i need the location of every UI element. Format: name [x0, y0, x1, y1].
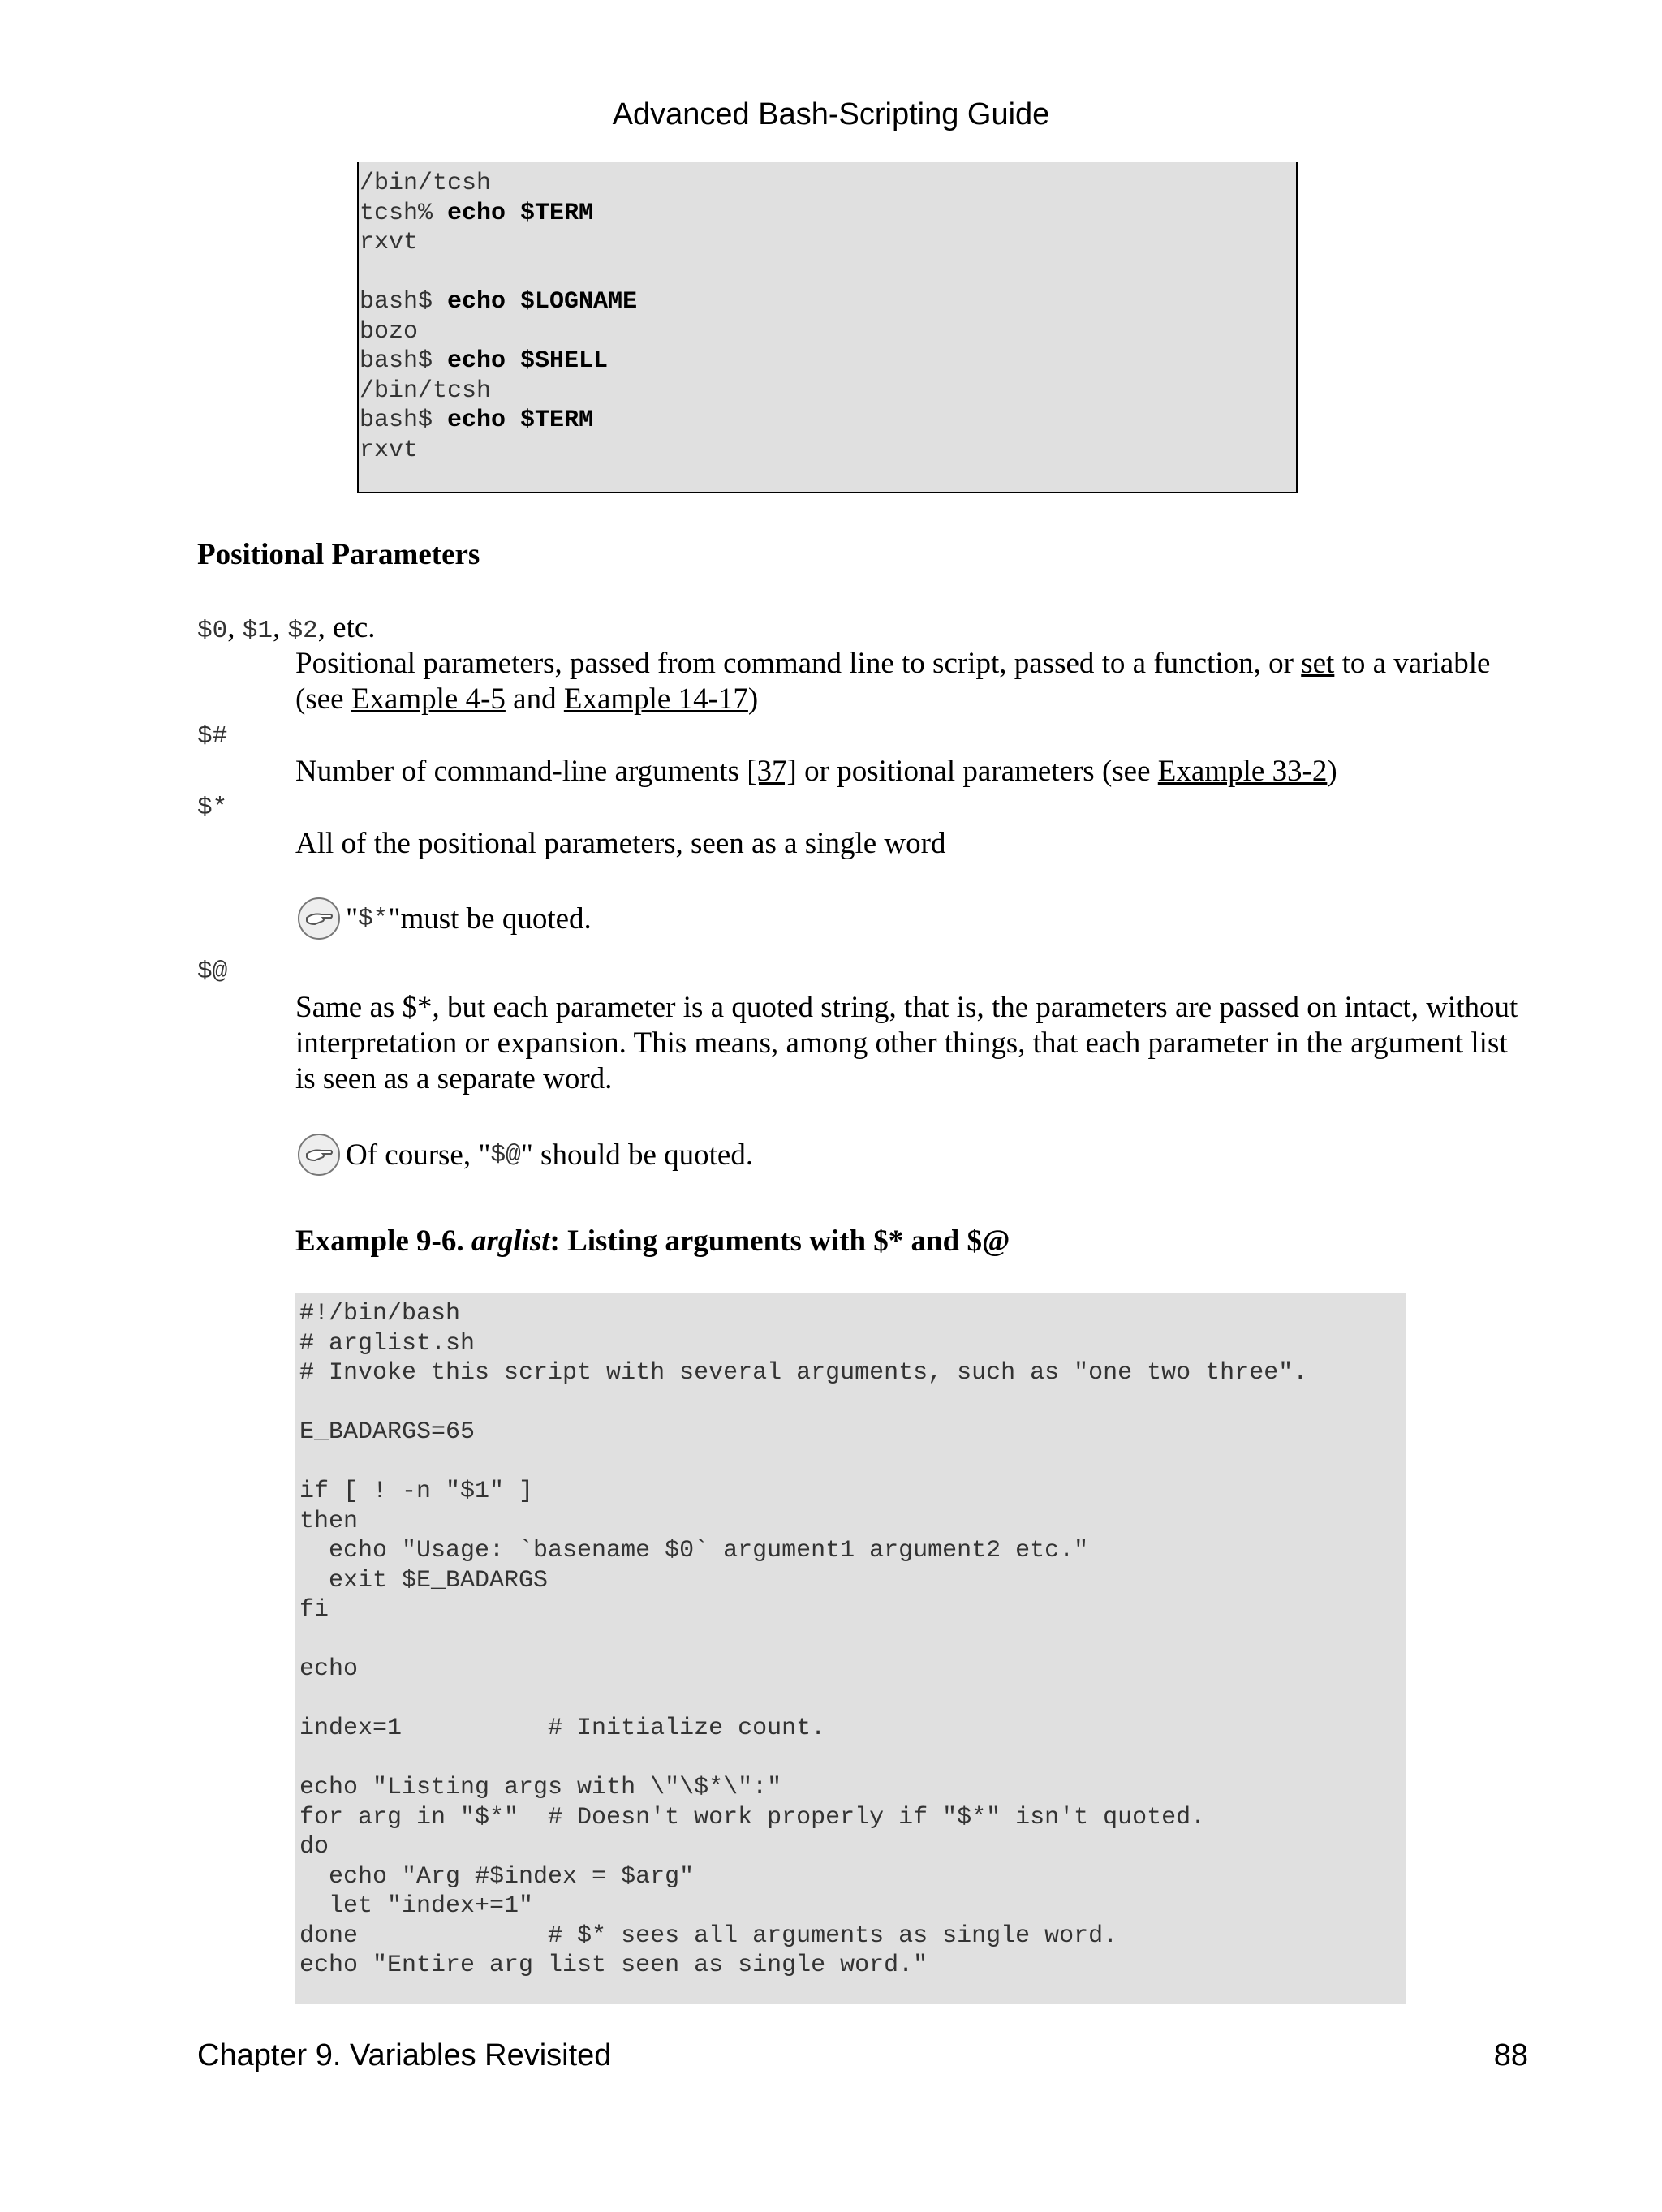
terminal-prompt: bash$: [360, 347, 448, 375]
def-text: Positional parameters, passed from command line to script, passed to a function, or: [295, 647, 1302, 680]
code-line: if [ ! -n "$1" ]: [299, 1478, 534, 1505]
example-label: Example 9-6.: [295, 1224, 471, 1258]
code-line: exit $E_BADARGS: [299, 1566, 549, 1594]
terminal-lines: [360, 169, 637, 465]
def-text: to a variable: [1334, 647, 1491, 680]
terminal-prompt: bozo: [360, 317, 419, 346]
var-0: $0: [197, 617, 228, 645]
term-hash: $#: [197, 722, 228, 751]
footer-chapter: Chapter 9. Variables Revisited: [197, 2038, 612, 2072]
terminal-command: echo $TERM: [447, 407, 594, 434]
term-rest: , etc.: [317, 611, 376, 644]
code-line: echo "Arg #$index = $arg": [299, 1862, 695, 1891]
terminal-prompt: rxvt: [360, 229, 419, 256]
terminal-line: [360, 258, 637, 288]
pointing-hand-icon: [297, 1133, 341, 1177]
definition-at: [295, 990, 1529, 1097]
code-line: # arglist.sh: [299, 1329, 476, 1358]
code-line: E_BADARGS=65: [299, 1418, 476, 1446]
note-text: ": [388, 902, 401, 936]
definition-star: All of the positional parameters, seen as a single word: [295, 827, 946, 860]
def-text: ): [1327, 755, 1337, 788]
def-text: ): [747, 682, 759, 716]
term-positional-vars: [197, 610, 376, 645]
code-line: echo "Entire arg list seen as single word.": [299, 1952, 928, 1979]
definition-positional: [295, 646, 1529, 717]
code-line: fi: [299, 1596, 329, 1624]
term-at: $@: [197, 958, 228, 986]
terminal-example-box: [357, 162, 1298, 493]
terminal-prompt: bash$: [360, 288, 448, 316]
code-line: then: [299, 1507, 359, 1535]
code-line: [299, 1625, 1307, 1655]
note-code: $@: [490, 1140, 521, 1169]
def-line: Same as $*, but each parameter is a quoted string, that is, the parameters are passed on intact, without: [295, 991, 1518, 1024]
term-sep: ,: [227, 611, 243, 644]
var-1: $1: [242, 617, 273, 645]
code-line: #!/bin/bash: [299, 1300, 461, 1328]
terminal-line: [360, 436, 637, 466]
def-text: (see: [295, 682, 351, 716]
terminal-command: echo $SHELL: [447, 347, 609, 375]
terminal-line: [360, 406, 637, 436]
section-title: Positional Parameters: [197, 538, 480, 571]
def-text: and: [505, 682, 564, 716]
code-line: [299, 1744, 1307, 1774]
code-line: echo "Listing args with \"\$*\":": [299, 1774, 782, 1801]
def-line: is seen as a separate word.: [295, 1062, 613, 1095]
page-header-title: Advanced Bash-Scripting Guide: [612, 97, 1050, 131]
code-line: # Invoke this script with several arguments, such as "one two three".: [299, 1359, 1308, 1387]
footer-page-number: 88: [1493, 2038, 1528, 2072]
code-line: done # $* sees all arguments as single word.: [299, 1922, 1118, 1950]
code-line: echo "Usage: `basename $0` argument1 argument2 etc.": [299, 1537, 1089, 1564]
definition-hash: [295, 754, 1529, 790]
code-line: echo: [299, 1655, 359, 1683]
terminal-line: [360, 169, 637, 199]
code-line: [299, 1685, 1307, 1715]
note-text: " should be quoted.: [520, 1138, 754, 1172]
link-set[interactable]: set: [1301, 647, 1335, 680]
terminal-line: [360, 317, 637, 347]
link-example-33-2[interactable]: Example 33-2: [1157, 755, 1328, 788]
term-star: $*: [197, 794, 228, 822]
terminal-prompt: /bin/tcsh: [360, 170, 492, 197]
terminal-command: echo $TERM: [447, 199, 594, 227]
pointing-hand-icon: [297, 897, 341, 940]
note-code: $*: [358, 904, 389, 933]
terminal-line: [360, 346, 637, 377]
code-line: [299, 1448, 1307, 1478]
code-example-box: [295, 1293, 1406, 2004]
terminal-command: echo $LOGNAME: [447, 288, 638, 316]
note-text: Of course, ": [346, 1138, 491, 1172]
code-line: index=1 # Initialize count.: [299, 1715, 826, 1742]
example-name: arglist: [471, 1224, 550, 1258]
example-rest: : Listing arguments with $* and $@: [549, 1224, 1010, 1258]
terminal-prompt: rxvt: [360, 436, 419, 464]
code-line: [299, 1388, 1307, 1418]
terminal-line: [360, 287, 637, 317]
terminal-prompt: tcsh%: [360, 199, 448, 227]
note-quote-at: [297, 1133, 753, 1177]
link-example-14-17[interactable]: Example 14-17: [563, 682, 748, 716]
terminal-prompt: bash$: [360, 407, 448, 434]
term-sep: ,: [272, 611, 288, 644]
code-line: do: [299, 1833, 329, 1861]
code-line: for arg in "$*" # Doesn't work properly if "$*" isn't quoted.: [299, 1803, 1206, 1831]
terminal-line: [360, 199, 637, 229]
def-line: interpretation or expansion. This means, among other things, that each parameter in the argument list: [295, 1026, 1508, 1060]
link-example-4-5[interactable]: Example 4-5: [351, 682, 506, 716]
var-2: $2: [287, 617, 318, 645]
code-line: let "index+=1": [299, 1892, 534, 1920]
note-text: must be quoted.: [400, 902, 592, 936]
note-quote-star: [297, 897, 592, 940]
terminal-line: [360, 377, 637, 407]
link-footnote-37[interactable]: [37]: [747, 755, 797, 788]
example-title: [295, 1224, 1010, 1259]
note-text: ": [346, 902, 359, 936]
terminal-prompt: /bin/tcsh: [360, 377, 492, 405]
terminal-line: [360, 228, 637, 258]
def-text: or positional parameters (see: [796, 755, 1158, 788]
code-lines: [299, 1299, 1307, 1981]
def-text: Number of command-line arguments: [295, 755, 747, 788]
